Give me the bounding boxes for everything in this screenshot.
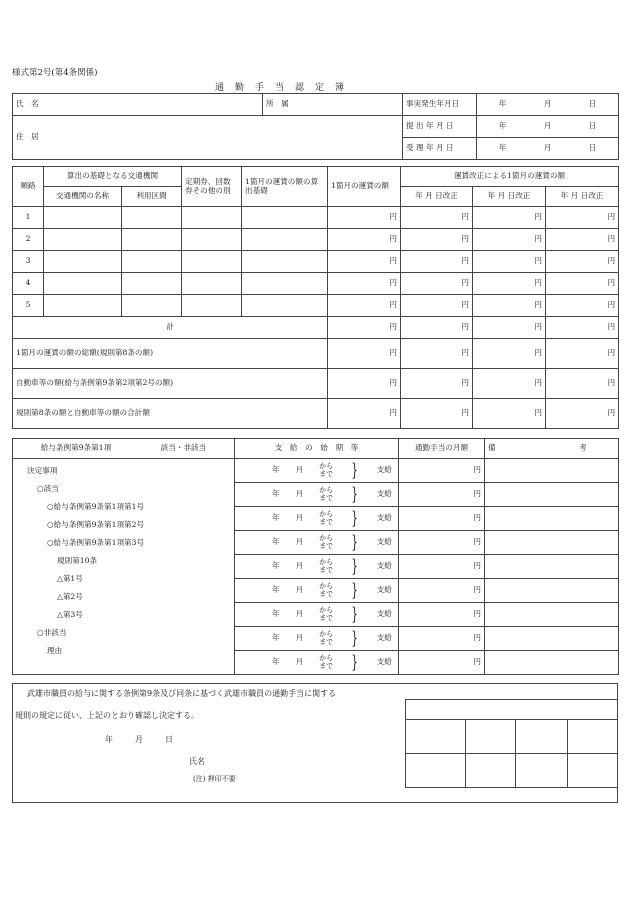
stamp-cell[interactable] [568, 720, 618, 754]
remarks-header: 備 考 [485, 439, 619, 459]
document-title: 通 勤 手 当 認 定 簿 [215, 83, 346, 93]
revision-cell[interactable]: 円 [473, 207, 546, 229]
approval-stamp-grid [405, 699, 618, 788]
affiliation-label: 所 属 [263, 94, 403, 116]
revision-cell[interactable]: 円 [401, 399, 473, 429]
fare-cell[interactable]: 円 [328, 295, 401, 317]
revision-cell[interactable]: 円 [473, 317, 546, 339]
remarks-cell[interactable] [485, 531, 619, 555]
stamp-header-cell [406, 700, 618, 720]
fare-basis-cell[interactable] [242, 295, 328, 317]
form-number: 様式第2号(第4条関係) [12, 68, 98, 78]
fare-basis-cell[interactable] [242, 273, 328, 295]
payment-table [12, 438, 619, 675]
remarks-cell[interactable] [485, 579, 619, 603]
remarks-cell[interactable] [485, 627, 619, 651]
total-label: 計 [13, 317, 328, 339]
start-period-cell[interactable]: 年 月 から まで } 支給 [235, 627, 399, 651]
stamp-cell[interactable] [406, 720, 466, 754]
fare-cell[interactable]: 円 [328, 273, 401, 295]
row-number: 3 [13, 251, 44, 273]
revision-cell[interactable]: 円 [546, 251, 619, 273]
decision-option[interactable]: ○給与条例第9条第1項第2号 [47, 520, 145, 529]
table-row [13, 229, 619, 251]
stamp-cell[interactable] [568, 754, 618, 788]
row-number: 4 [13, 273, 44, 295]
sum-row [13, 369, 619, 399]
revision-cell[interactable]: 円 [546, 229, 619, 251]
fare-basis-cell[interactable] [242, 207, 328, 229]
decision-rule: 規則第10条 [57, 556, 98, 565]
revision-cell[interactable]: 円 [401, 273, 473, 295]
stamp-cell[interactable] [466, 720, 516, 754]
remarks-cell[interactable] [485, 459, 619, 483]
decision-option[interactable]: △第3号 [57, 610, 83, 619]
remarks-cell[interactable] [485, 555, 619, 579]
date-label: 提 出 年 月 日 [403, 116, 477, 138]
table-row [13, 273, 619, 295]
approver-name-label: 氏名 [189, 757, 205, 766]
order-header: 順路 [13, 167, 44, 207]
fare-header: 1箇月の運賃の額 [328, 167, 401, 207]
date-value[interactable]: 年 月 日 [477, 138, 619, 160]
monthly-amount-cell[interactable]: 円 [399, 603, 485, 627]
stamp-cell[interactable] [466, 754, 516, 788]
monthly-amount-cell[interactable]: 円 [399, 555, 485, 579]
start-header: 支 給 の 始 期 等 [235, 439, 399, 459]
start-period-cell[interactable]: 年 月 から まで } 支給 [235, 651, 399, 675]
fare-basis-cell[interactable] [242, 229, 328, 251]
fare-cell[interactable]: 円 [328, 369, 401, 399]
row-number: 1 [13, 207, 44, 229]
seal-note: (注) 押印不要 [193, 775, 236, 783]
applicant-info-table [12, 93, 619, 160]
remarks-cell[interactable] [485, 651, 619, 675]
brace-icon: } [351, 651, 359, 673]
agency-header: 交通機関の名称 [44, 187, 122, 207]
section-cell[interactable] [122, 229, 182, 251]
approval-section [12, 683, 618, 803]
revision-date-header: 年 月 日改正 [546, 187, 619, 207]
brace-icon: } [351, 459, 359, 481]
start-period-cell[interactable]: 年 月 から まで } 支給 [235, 531, 399, 555]
revision-date-header: 年 月 日改正 [401, 187, 473, 207]
agency-cell[interactable] [44, 207, 122, 229]
statement-line-2: 規則の規定に従い、上記のとおり確認し決定する。 [15, 711, 199, 720]
monthly-amount-cell[interactable]: 円 [399, 459, 485, 483]
remarks-cell[interactable] [485, 483, 619, 507]
fare-cell[interactable]: 円 [328, 229, 401, 251]
revision-cell[interactable]: 円 [546, 295, 619, 317]
revision-cell[interactable]: 円 [546, 369, 619, 399]
fare-basis-header: 1箇月の運賃の額の算出基礎 [242, 167, 328, 207]
total-row [13, 317, 619, 339]
decision-option[interactable]: ○給与条例第9条第1項第1号 [47, 502, 145, 511]
monthly-amount-cell[interactable]: 円 [399, 651, 485, 675]
remarks-cell[interactable] [485, 603, 619, 627]
revision-cell[interactable]: 円 [546, 399, 619, 429]
revision-cell[interactable]: 円 [401, 229, 473, 251]
date-label: 受 理 年 月 日 [403, 138, 477, 160]
decision-option[interactable]: △第1号 [57, 574, 83, 583]
brace-icon: } [351, 483, 359, 505]
revision-cell[interactable]: 円 [401, 295, 473, 317]
article-header: 給与条例第9条第1項 該当・非該当 [13, 439, 235, 459]
revision-cell[interactable]: 円 [473, 229, 546, 251]
monthly-amount-cell[interactable]: 円 [399, 531, 485, 555]
revision-cell[interactable]: 円 [473, 273, 546, 295]
decision-heading: 決定事項 [27, 466, 58, 475]
sum-label: 自動車等の額(給与条例第9条第2項第2号の額) [13, 369, 328, 399]
agency-cell[interactable] [44, 295, 122, 317]
stamp-cell[interactable] [516, 754, 568, 788]
sum-row [13, 399, 619, 429]
sum-label: 1箇月の運賃の額の総額(規則第8条の額) [13, 339, 328, 369]
revision-cell[interactable]: 円 [401, 207, 473, 229]
decision-option[interactable]: ○該当 [37, 484, 59, 493]
stamp-cell[interactable] [516, 720, 568, 754]
decision-option[interactable]: △第2号 [57, 592, 83, 601]
fare-cell[interactable]: 円 [328, 317, 401, 339]
section-cell[interactable] [122, 273, 182, 295]
revision-cell[interactable]: 円 [546, 273, 619, 295]
brace-icon: } [351, 603, 359, 625]
revision-cell[interactable]: 円 [401, 317, 473, 339]
name-label: 氏 名 [13, 94, 263, 116]
table-row [13, 295, 619, 317]
address-label: 住 居 [13, 116, 403, 160]
monthly-amount-cell[interactable]: 円 [399, 627, 485, 651]
monthly-amount-cell[interactable]: 円 [399, 507, 485, 531]
brace-icon: } [351, 579, 359, 601]
fare-cell[interactable]: 円 [328, 207, 401, 229]
decision-reason: 理由 [47, 646, 63, 655]
revision-cell[interactable]: 円 [546, 317, 619, 339]
brace-icon: } [351, 507, 359, 529]
payment-row [13, 459, 619, 483]
revision-cell[interactable]: 円 [473, 295, 546, 317]
date-value[interactable]: 年 月 日 [477, 116, 619, 138]
fare-cell[interactable]: 円 [328, 339, 401, 369]
start-period-cell[interactable]: 年 月 から まで } 支給 [235, 555, 399, 579]
revision-header: 運賃改正による1箇月の運賃の額 [401, 167, 619, 187]
basis-header: 算出の基礎となる交通機関 [44, 167, 182, 187]
section-header: 利用区間 [122, 187, 182, 207]
monthly-amount-cell[interactable]: 円 [399, 483, 485, 507]
remarks-cell[interactable] [485, 507, 619, 531]
ticket-type-header: 定期券、回数券その他の別 [182, 167, 242, 207]
table-row [13, 251, 619, 273]
decision-option[interactable]: ○給与条例第9条第1項第3号 [47, 538, 145, 547]
brace-icon: } [351, 555, 359, 577]
agency-cell[interactable] [44, 251, 122, 273]
ticket-cell[interactable] [182, 273, 242, 295]
revision-cell[interactable]: 円 [546, 339, 619, 369]
start-period-cell[interactable]: 年 月 から まで } 支給 [235, 579, 399, 603]
fare-cell[interactable]: 円 [328, 399, 401, 429]
revision-cell[interactable]: 円 [401, 251, 473, 273]
decision-option[interactable]: ○非該当 [37, 628, 67, 637]
revision-cell[interactable]: 円 [473, 399, 546, 429]
sum-row [13, 339, 619, 369]
start-period-cell[interactable]: 年 月 から まで } 支給 [235, 507, 399, 531]
date-value[interactable]: 年 月 日 [477, 94, 619, 116]
table-row [13, 207, 619, 229]
ticket-cell[interactable] [182, 207, 242, 229]
start-period-cell[interactable]: 年 月 から まで } 支給 [235, 459, 399, 483]
statement-line-1: 武雄市職員の給与に関する条例第9条及び同条に基づく武雄市職員の通勤手当に関する [27, 689, 337, 698]
monthly-header: 通勤手当の月額 [399, 439, 485, 459]
date-label: 事実発生年月日 [403, 94, 477, 116]
revision-date-header: 年 月 日改正 [473, 187, 546, 207]
revision-cell[interactable]: 円 [546, 207, 619, 229]
row-number: 2 [13, 229, 44, 251]
stamp-cell[interactable] [406, 754, 466, 788]
agency-cell[interactable] [44, 229, 122, 251]
row-number: 5 [13, 295, 44, 317]
ticket-cell[interactable] [182, 295, 242, 317]
revision-cell[interactable]: 円 [473, 251, 546, 273]
revision-cell[interactable]: 円 [473, 369, 546, 399]
brace-icon: } [351, 531, 359, 553]
fare-basis-cell[interactable] [242, 251, 328, 273]
ticket-cell[interactable] [182, 229, 242, 251]
start-period-cell[interactable]: 年 月 から まで } 支給 [235, 483, 399, 507]
revision-cell[interactable]: 円 [401, 339, 473, 369]
decision-box [13, 459, 235, 675]
start-period-cell[interactable]: 年 月 から まで } 支給 [235, 603, 399, 627]
ticket-cell[interactable] [182, 251, 242, 273]
revision-cell[interactable]: 円 [473, 339, 546, 369]
monthly-amount-cell[interactable]: 円 [399, 579, 485, 603]
approval-date[interactable]: 年 月 日 [105, 735, 173, 744]
revision-cell[interactable]: 円 [401, 369, 473, 399]
section-cell[interactable] [122, 207, 182, 229]
brace-icon: } [351, 627, 359, 649]
agency-cell[interactable] [44, 273, 122, 295]
fare-table [12, 166, 619, 429]
sum-label: 規則第8条の額と自動車等の額の合計額 [13, 399, 328, 429]
fare-cell[interactable]: 円 [328, 251, 401, 273]
section-cell[interactable] [122, 295, 182, 317]
section-cell[interactable] [122, 251, 182, 273]
